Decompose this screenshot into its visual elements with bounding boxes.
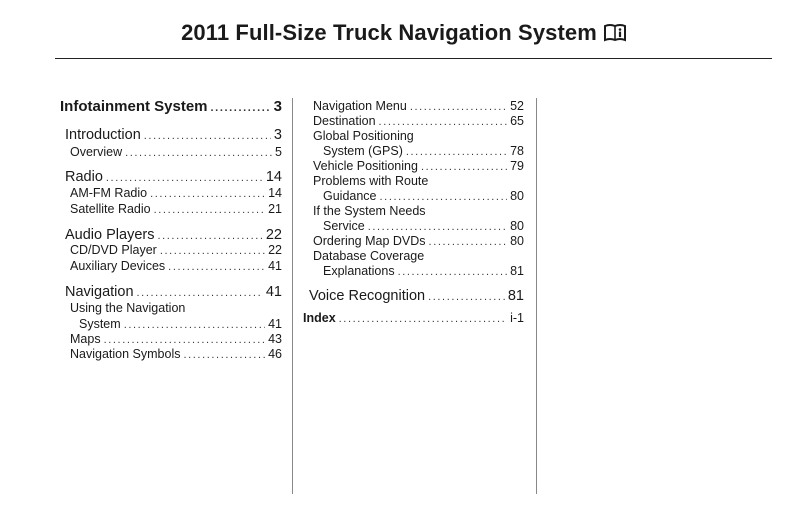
toc-page: 22 [265,227,282,243]
toc-page: i-1 [510,311,524,325]
leader-dots [410,101,507,113]
toc-entry-cd-dvd-player[interactable] [70,243,282,257]
leader-dots [380,191,508,203]
toc-page: 14 [265,169,282,185]
leader-dots [157,230,262,242]
toc-entry-using-navigation-line1: Using the Navigation [70,301,186,315]
toc-label: Guidance [323,189,377,203]
toc-page: 3 [273,127,282,143]
owner-manual-book-icon [603,23,627,49]
leader-dots [124,319,265,331]
toc-page: 81 [510,264,524,278]
leader-dots [368,221,507,233]
toc-entry-database-line1: Database Coverage [313,249,425,263]
toc-label: Introduction [65,127,141,143]
toc-label: CD/DVD Player [70,243,157,257]
toc-page: 5 [275,145,282,159]
toc-page: 80 [510,234,524,248]
leader-dots [429,236,508,248]
toc-entry-database-explanations[interactable] [323,264,524,278]
toc-entry-vehicle-positioning[interactable] [313,159,524,173]
toc-label: Explanations [323,264,395,278]
toc-entry-navigation-symbols[interactable] [70,347,282,361]
leader-dots [137,287,263,299]
toc-label: System (GPS) [323,144,403,158]
page-title-text: 2011 Full-Size Truck Navigation System [181,20,597,45]
toc-entry-navigation-menu[interactable] [313,99,524,113]
page-title [0,20,808,49]
toc-page: 41 [268,259,282,273]
toc-page: 79 [510,159,524,173]
leader-dots [183,349,265,361]
toc-entry-navigation[interactable] [65,284,282,300]
toc-entry-voice-recognition[interactable] [309,288,524,304]
leader-dots [421,161,507,173]
toc-page: 80 [510,219,524,233]
toc-page: 21 [268,202,282,216]
leader-dots [339,313,507,325]
toc-label: Index [303,311,336,325]
leader-dots [211,102,271,114]
toc-label: Satellite Radio [70,202,151,216]
toc-entry-destination[interactable] [313,114,524,128]
toc-entry-amfm-radio[interactable] [70,186,282,200]
toc-label: Navigation Menu [313,99,407,113]
leader-dots [150,188,265,200]
column-divider [536,98,537,494]
toc-label: Voice Recognition [309,288,426,304]
leader-dots [104,334,266,346]
toc-page: 41 [265,284,282,300]
toc-label: Destination [313,114,376,128]
toc-entry-index[interactable] [303,311,524,325]
toc-page: 78 [510,144,524,158]
toc-page: 14 [268,186,282,200]
toc-page: 81 [507,288,524,304]
leader-dots [168,261,265,273]
toc-entry-gps-line1: Global Positioning [313,129,414,143]
toc-entry-route-guidance[interactable] [323,189,524,203]
toc-entry-service-line1: If the System Needs [313,204,426,218]
toc-entry-using-navigation-system[interactable] [79,317,282,331]
toc-label: Radio [65,169,103,185]
toc-page: 46 [268,347,282,361]
toc-page: 22 [268,243,282,257]
toc-entry-infotainment[interactable] [60,98,282,115]
toc-entry-audio-players[interactable] [65,227,282,243]
leader-dots [406,146,507,158]
leader-dots [398,266,508,278]
toc-label: AM-FM Radio [70,186,148,200]
toc-entry-satellite-radio[interactable] [70,202,282,216]
column-divider [292,98,293,494]
toc-page: 41 [268,317,282,331]
leader-dots [144,130,271,142]
toc-entry-gps[interactable] [323,144,524,158]
toc-label: Ordering Map DVDs [313,234,426,248]
toc-label: Overview [70,145,123,159]
toc-page: 80 [510,189,524,203]
toc-entry-maps[interactable] [70,332,282,346]
toc-entry-introduction[interactable] [65,127,282,143]
leader-dots [379,116,508,128]
toc-entry-auxiliary-devices[interactable] [70,259,282,273]
toc-label: Service [323,219,365,233]
toc-label: Audio Players [65,227,155,243]
toc-label: System [79,317,121,331]
toc-label: Navigation [65,284,134,300]
toc-page: 52 [510,99,524,113]
leader-dots [106,172,263,184]
leader-dots [154,204,265,216]
toc-label: Navigation Symbols [70,347,181,361]
toc-entry-problems-line1: Problems with Route [313,174,429,188]
toc-label: Maps [70,332,101,346]
toc-entry-service[interactable] [323,219,524,233]
toc-entry-overview[interactable] [70,145,282,159]
toc-page: 3 [273,98,282,115]
toc-label: Vehicle Positioning [313,159,418,173]
toc-page: 43 [268,332,282,346]
toc-label: Infotainment System [60,98,208,115]
toc-entry-ordering-map-dvds[interactable] [313,234,524,248]
leader-dots [160,245,265,257]
leader-dots [125,147,272,159]
toc-label: Auxiliary Devices [70,259,166,273]
header-rule [55,58,772,59]
toc-page: 65 [510,114,524,128]
toc-entry-radio[interactable] [65,169,282,185]
leader-dots [428,291,505,303]
